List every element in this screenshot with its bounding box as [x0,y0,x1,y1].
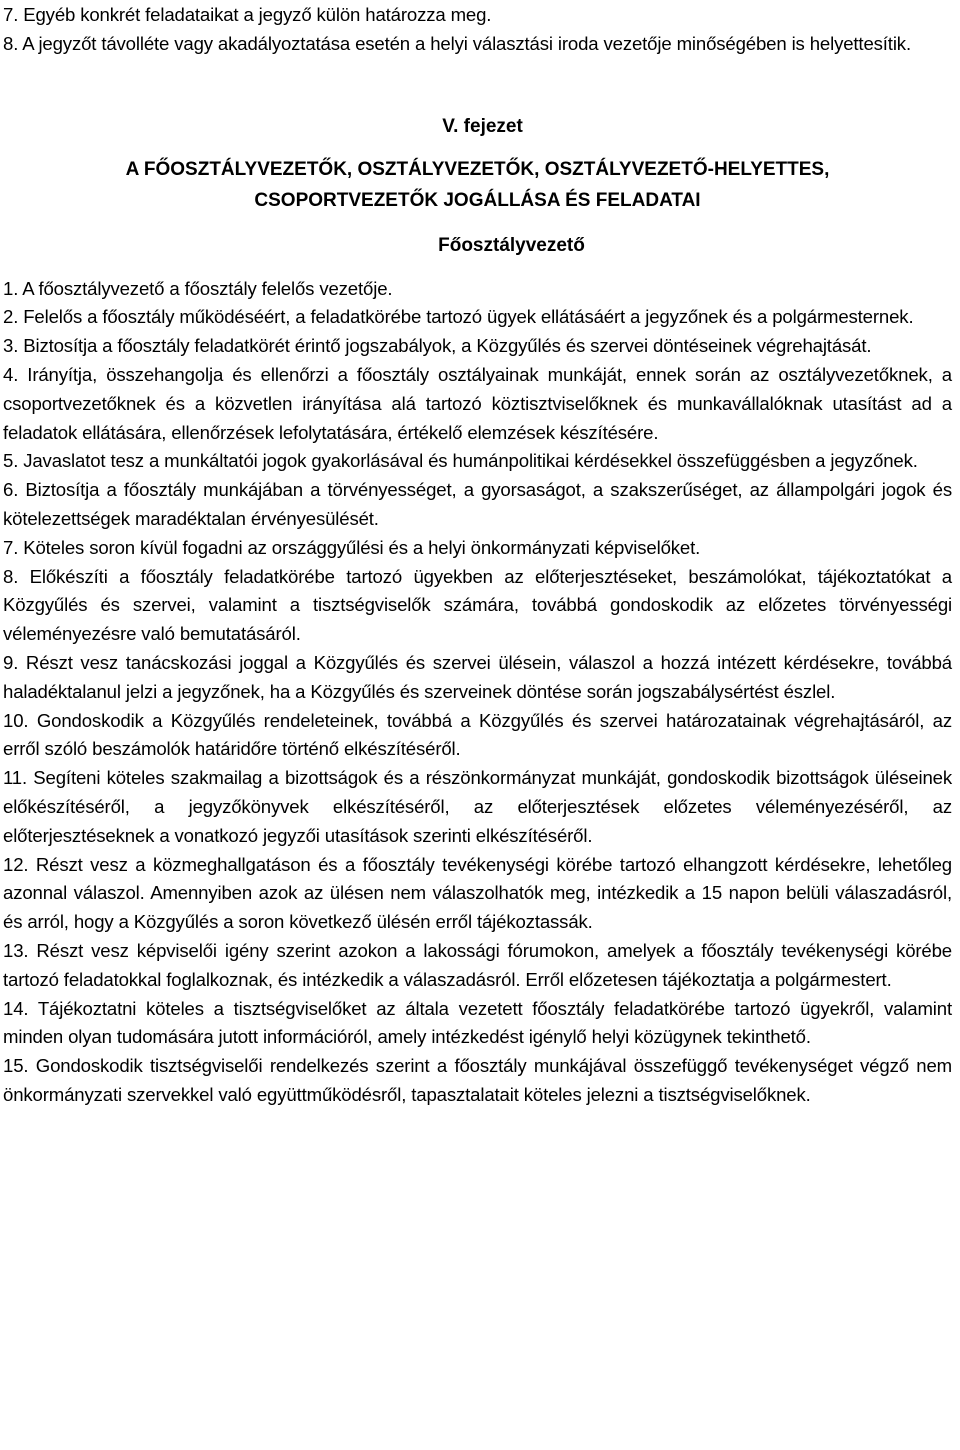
chapter-title-line-2: CSOPORTVEZETŐK JOGÁLLÁSA ÉS FELADATAI [254,189,701,211]
list-item: 7. Köteles soron kívül fogadni az országgyűlési és a helyi önkormányzati képviselőket. [3,536,701,558]
list-item: 9. Részt vesz tanácskozási joggal a Közgyűlés és szervei ülésein, válaszol a hozzá intézett kérdésekre, továbbá haladéktalanul jelzi a jegyzőnek, ha a Közgyűlés és szerveinek döntése során jogszabálysértést észlel. [3,651,952,702]
list-item: 15. Gondoskodik tisztségviselői rendelkezés szerint a főosztály munkájával összefüggő tevékenységet végző nem önkormányzati szervekkel való együttműködésről, tapasztalatait köteles jelezni a tisztségviselőknek. [3,1055,952,1105]
list-item: 5. Javaslatot tesz a munkáltatói jogok gyakorlásával és humánpolitikai kérdésekkel összefüggésben a jegyzőnek. [3,450,918,472]
list-item: 1. A főosztályvezető a főosztály felelős vezetője. [3,277,393,299]
intro-item-8: 8. A jegyzőt távolléte vagy akadályoztatása esetén a helyi választási iroda vezetője minőségében is helyettesítik. [3,32,911,54]
list-item: 2. Felelős a főosztály működéséért, a feladatkörébe tartozó ügyek ellátásáért a jegyzőnek és a polgármesternek. [3,306,914,328]
list-item: 11. Segíteni köteles szakmailag a bizottságok és a részönkormányzat munkáját, gondoskodik bizottságok üléseinek előkészítéséről, a jegyzőkönyvek elkészítéséről, az előterjesztések előzetes véleményezéséről, az előterjesztéseknek a vonatkozó jegyzői utasítások szerinti elkészítéséről. [3,767,952,846]
list-item: 6. Biztosítja a főosztály munkájában a törvényességet, a gyorsaságot, a szakszerűséget, az állampolgári jogok és kötelezettségek maradéktalan érvényesülését. [3,479,952,529]
intro-item-7: 7. Egyéb konkrét feladataikat a jegyző külön határozza meg. [3,4,492,25]
chapter-title-line-1: A FŐOSZTÁLYVEZETŐK, OSZTÁLYVEZETŐK, OSZTÁLYVEZETŐ-HELYETTES, [125,158,830,180]
list-item: 10. Gondoskodik a Közgyűlés rendeleteinek, továbbá a Közgyűlés és szervei határozatainak végrehajtásáról, az erről szóló beszámolók határidőre történő elkészítéséről. [3,709,952,760]
list-item: 8. Előkészíti a főosztály feladatkörébe tartozó ügyekben az előterjesztéseket, beszámolókat, tájékoztatókat a Közgyűlés és szervei, valamint a tisztségviselők számára, továbbá gondoskodik az előzetes törvényességi véleményezésre való bemutatásáról. [3,565,952,645]
list-item: 14. Tájékoztatni köteles a tisztségviselőket az általa vezetett főosztály feladatkörébe tartozó ügyekről, valamint minden olyan tudomására jutott információról, amely intézkedést igénylő helyi közügynek tekinthető. [3,997,952,1048]
list-item: 13. Részt vesz képviselői igény szerint azokon a lakossági fórumokon, amelyek a főosztály tevékenységi körébe tartozó feladatokkal foglalkoznak, és intézkedik a válaszadásról. Erről előzetesen tájékoztatja a polgármestert. [3,939,952,990]
section-subheading: Főosztályvezető [438,234,585,256]
list-item: 12. Részt vesz a közmeghallgatáson és a főosztály tevékenységi körébe tartozó elhangzott kérdésekre, lehetőleg azonnal válaszol. Amennyiben azok az ülésen nem válaszolhatók meg, intézkedik a 15 napon belüli válaszadásról, és arról, hogy a Közgyűlés a soron következő ülésén erről tájékoztassák. [3,853,952,933]
chapter-title [3,154,952,216]
list-item: 3. Biztosítja a főosztály feladatkörét érintő jogszabályok, a Közgyűlés és szervei döntéseinek végrehajtását. [3,335,872,357]
chapter-heading: V. fejezet [442,115,523,137]
list-item: 4. Irányítja, összehangolja és ellenőrzi a főosztály osztályainak munkáját, ennek során az osztályvezetőknek, a csoportvezetőknek és a közvetlen irányítása alá tartozó köztisztviselőknek és munkavállalóknak utasítást ad a feladatok ellátására, ellenőrzések lefolytatására, értékelő elemzések készítésére. [3,363,952,443]
duties-list [3,275,952,1110]
